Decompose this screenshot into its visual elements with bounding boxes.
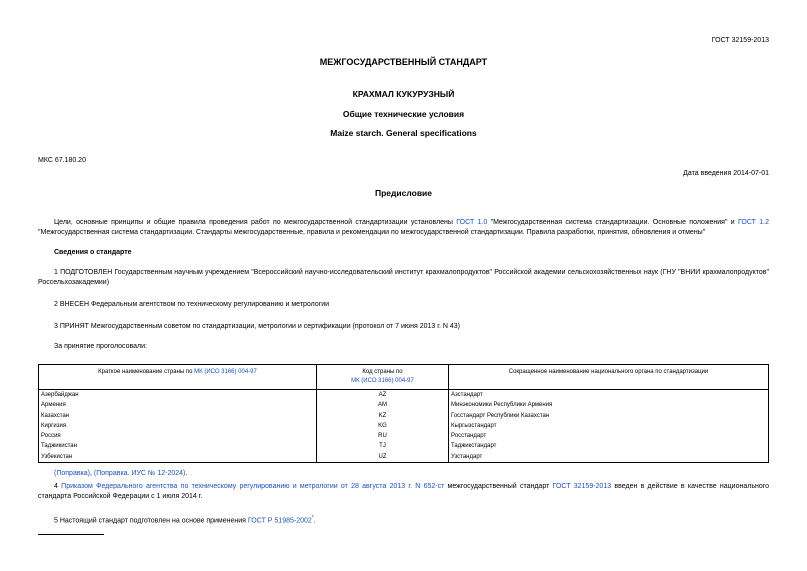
gost-r-51985-link[interactable]: ГОСТ Р 51985-2002 [247,517,312,525]
country-code-header [317,365,449,390]
amendment-separator: , [90,470,94,477]
body-cell: Госстандарт Республики Казахстан [451,412,550,419]
country-name-header [39,365,317,390]
body-cell: Азстандарт [451,392,483,398]
foreword-heading: Предисловие [374,188,433,198]
body-cell: Кыргызстандарт [451,422,497,429]
item-4-text-c: введен в действие в качестве национального стандарта Российской Федерации с 1 июля 2014 г. [38,483,770,500]
country-cell: Киргизия [41,422,67,429]
voting-countries-table [38,364,769,463]
amendment-end: . [185,470,188,477]
footnote-mark[interactable]: * [311,515,314,521]
amendment-ius-link[interactable]: (Поправка. ИУС № 12-2024) [93,470,186,477]
standard-name-title: КРАХМАЛ КУКУРУЗНЫЙ [352,89,455,99]
table-row [39,390,769,401]
code-cell: RU [317,431,449,441]
body-cell: Узстандарт [451,453,483,460]
amendment-link[interactable]: (Поправка) [54,470,90,477]
code-cell: AM [317,400,449,410]
item-5-text: 5 Настоящий стандарт подготовлен на основе применения [54,517,248,525]
body-cell: Минэкономики Республики Армения [451,402,553,409]
item-5-based-on [38,513,769,526]
voted-label: За принятие проголосовали: [54,343,147,350]
amendments-line [38,469,769,479]
item-4-text-b: межгосударственный стандарт [444,483,553,490]
foreword-text-b: "Межгосударственная система стандартизации. Основные положения" и [487,219,738,226]
standard-english-title: Maize starch. General specifications [330,128,477,138]
standard-type-title: МЕЖГОСУДАРСТВЕННЫЙ СТАНДАРТ [319,57,488,67]
code-cell: AZ [317,390,449,401]
country-cell: Армения [41,402,66,409]
item-4-number: 4 [54,483,62,490]
table-row [39,421,769,431]
order-link[interactable]: Приказом Федерального агентства по техническому регулированию и метрологии от 28 августа 2013 г. N 652-ст [61,483,445,490]
code-cell: KG [317,421,449,431]
item-3-adopted: 3 ПРИНЯТ Межгосударственным советом по стандартизации, метрологии и сертификации (протокол от 7 июня 2013 г. N 43) [54,323,460,330]
table-row [39,431,769,441]
country-cell: Таджикистан [41,443,77,450]
country-name-header-text: Краткое наименование страны по [98,369,195,375]
item-5-end: . [313,517,316,525]
gost-1-0-link[interactable]: ГОСТ 1.0 [456,219,488,226]
effective-date: Дата введения 2014-07-01 [683,170,769,177]
foreword-text-c: "Межгосударственная система стандартизации. Стандарты межгосударственные, правила и рекомендации по межгосударственной стандартизации. Правила разработки, принятия, обновления и отмены" [38,229,706,236]
body-cell: Таджикстандарт [451,443,497,450]
country-cell: Узбекистан [41,453,73,460]
table-row [39,441,769,451]
table-row [39,400,769,410]
country-cell: Казахстан [41,412,70,419]
table-header-row [39,365,769,390]
mks-code: МКС 67.180.20 [38,157,86,164]
country-cell: Азербайджан [41,392,79,398]
body-cell: Росстандарт [451,433,487,440]
gost-32159-link[interactable]: ГОСТ 32159-2013 [552,483,612,490]
item-2-introduced: 2 ВНЕСЕН Федеральным агентством по техническому регулированию и метрологии [54,301,330,308]
item-4-enacted [38,482,769,502]
code-cell: KZ [317,411,449,421]
standard-subtitle: Общие технические условия [342,109,465,119]
foreword-paragraph [38,218,769,238]
code-cell: UZ [317,452,449,463]
standard-info-heading: Сведения о стандарте [54,249,132,256]
country-cell: Россия [41,433,61,440]
table-row [39,452,769,463]
mk-iso-link[interactable]: МК (ИСО 3166) 004-97 [194,369,257,375]
foreword-text-a: Цели, основные принципы и общие правила проведения работ по межгосударственной стандартизации установлены [54,219,457,226]
mk-iso-link[interactable]: МК (ИСО 3166) 004-97 [351,378,414,384]
item-1-prepared: 1 ПОДГОТОВЛЕН Государственным научным учреждением "Всероссийский научно-исследовательский институт крахмалопродуктов" Российской академии сельскохозяйственных наук (ГНУ "ВНИИ крахмалопродуктов" Россельхозакадемии) [38,269,769,286]
table-row [39,411,769,421]
footnote-divider [38,534,104,535]
gost-1-2-link[interactable]: ГОСТ 1.2 [738,219,769,226]
code-cell: TJ [317,441,449,451]
doc-code: ГОСТ 32159-2013 [711,37,769,44]
standards-body-header: Сокращенное наименование национального органа по стандартизации [449,365,769,390]
country-code-header-text: Код страны по [362,369,403,375]
